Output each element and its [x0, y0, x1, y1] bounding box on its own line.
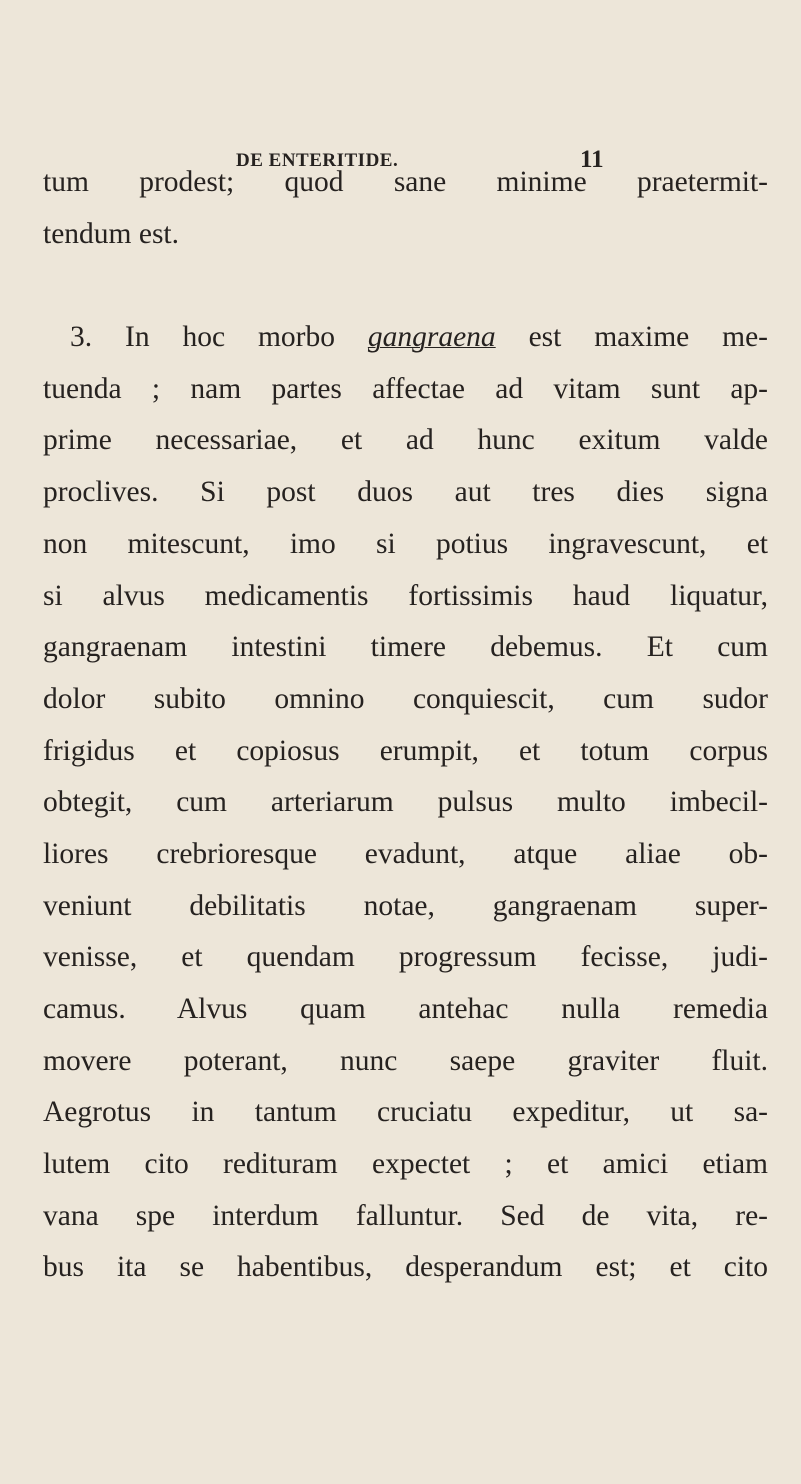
paragraph — [43, 165, 768, 268]
text-line: camus. Alvus quam antehac nulla remedia — [43, 993, 768, 1025]
text-line: tum prodest; quod sane minime praetermit- — [43, 166, 768, 198]
text-line: obtegit, cum arteriarum pulsus multo imbecil- — [43, 786, 768, 819]
text-line: prime necessariae, et ad hunc exitum valde — [43, 424, 768, 457]
text-line: gangraenam intestini timere debemus. Et cum — [43, 631, 768, 664]
text-line: 3. In hoc morbo gangraena est maxime me- — [70, 321, 768, 354]
page-number: 11 — [580, 146, 604, 173]
text-line: liores crebrioresque evadunt, atque aliae ob- — [43, 837, 768, 870]
emphasis: gangraena — [367, 321, 496, 354]
text-line: venisse, et quendam progressum fecisse, judi- — [43, 941, 768, 974]
text-line: movere poterant, nunc saepe graviter fluit. — [43, 1044, 768, 1077]
page-body — [43, 165, 768, 1302]
text-line: proclives. Si post duos aut tres dies signa — [43, 476, 768, 509]
text-line: si alvus medicamentis fortissimis haud liquatur, — [43, 579, 768, 612]
text-line: bus ita se habentibus, desperandum est; et cito — [43, 1251, 768, 1284]
text-line: tendum est. — [43, 217, 180, 250]
text-line: non mitescunt, imo si potius ingravescunt, et — [43, 527, 768, 560]
text-line: Aegrotus in tantum cruciatu expeditur, ut sa- — [43, 1096, 768, 1129]
text-line: tuenda ; nam partes affectae ad vitam sunt ap- — [43, 372, 768, 405]
text-line: vana spe interdum falluntur. Sed de vita, re- — [43, 1199, 768, 1232]
text-line: lutem cito redituram expectet ; et amici etiam — [43, 1148, 768, 1181]
text-line: dolor subito omnino conquiescit, cum sudor — [43, 682, 768, 715]
running-title: DE ENTERITIDE. — [236, 150, 399, 171]
text-line: frigidus et copiosus erumpit, et totum corpus — [43, 734, 768, 767]
text-line: veniunt debilitatis notae, gangraenam super- — [43, 889, 768, 922]
paragraph — [43, 320, 768, 1302]
